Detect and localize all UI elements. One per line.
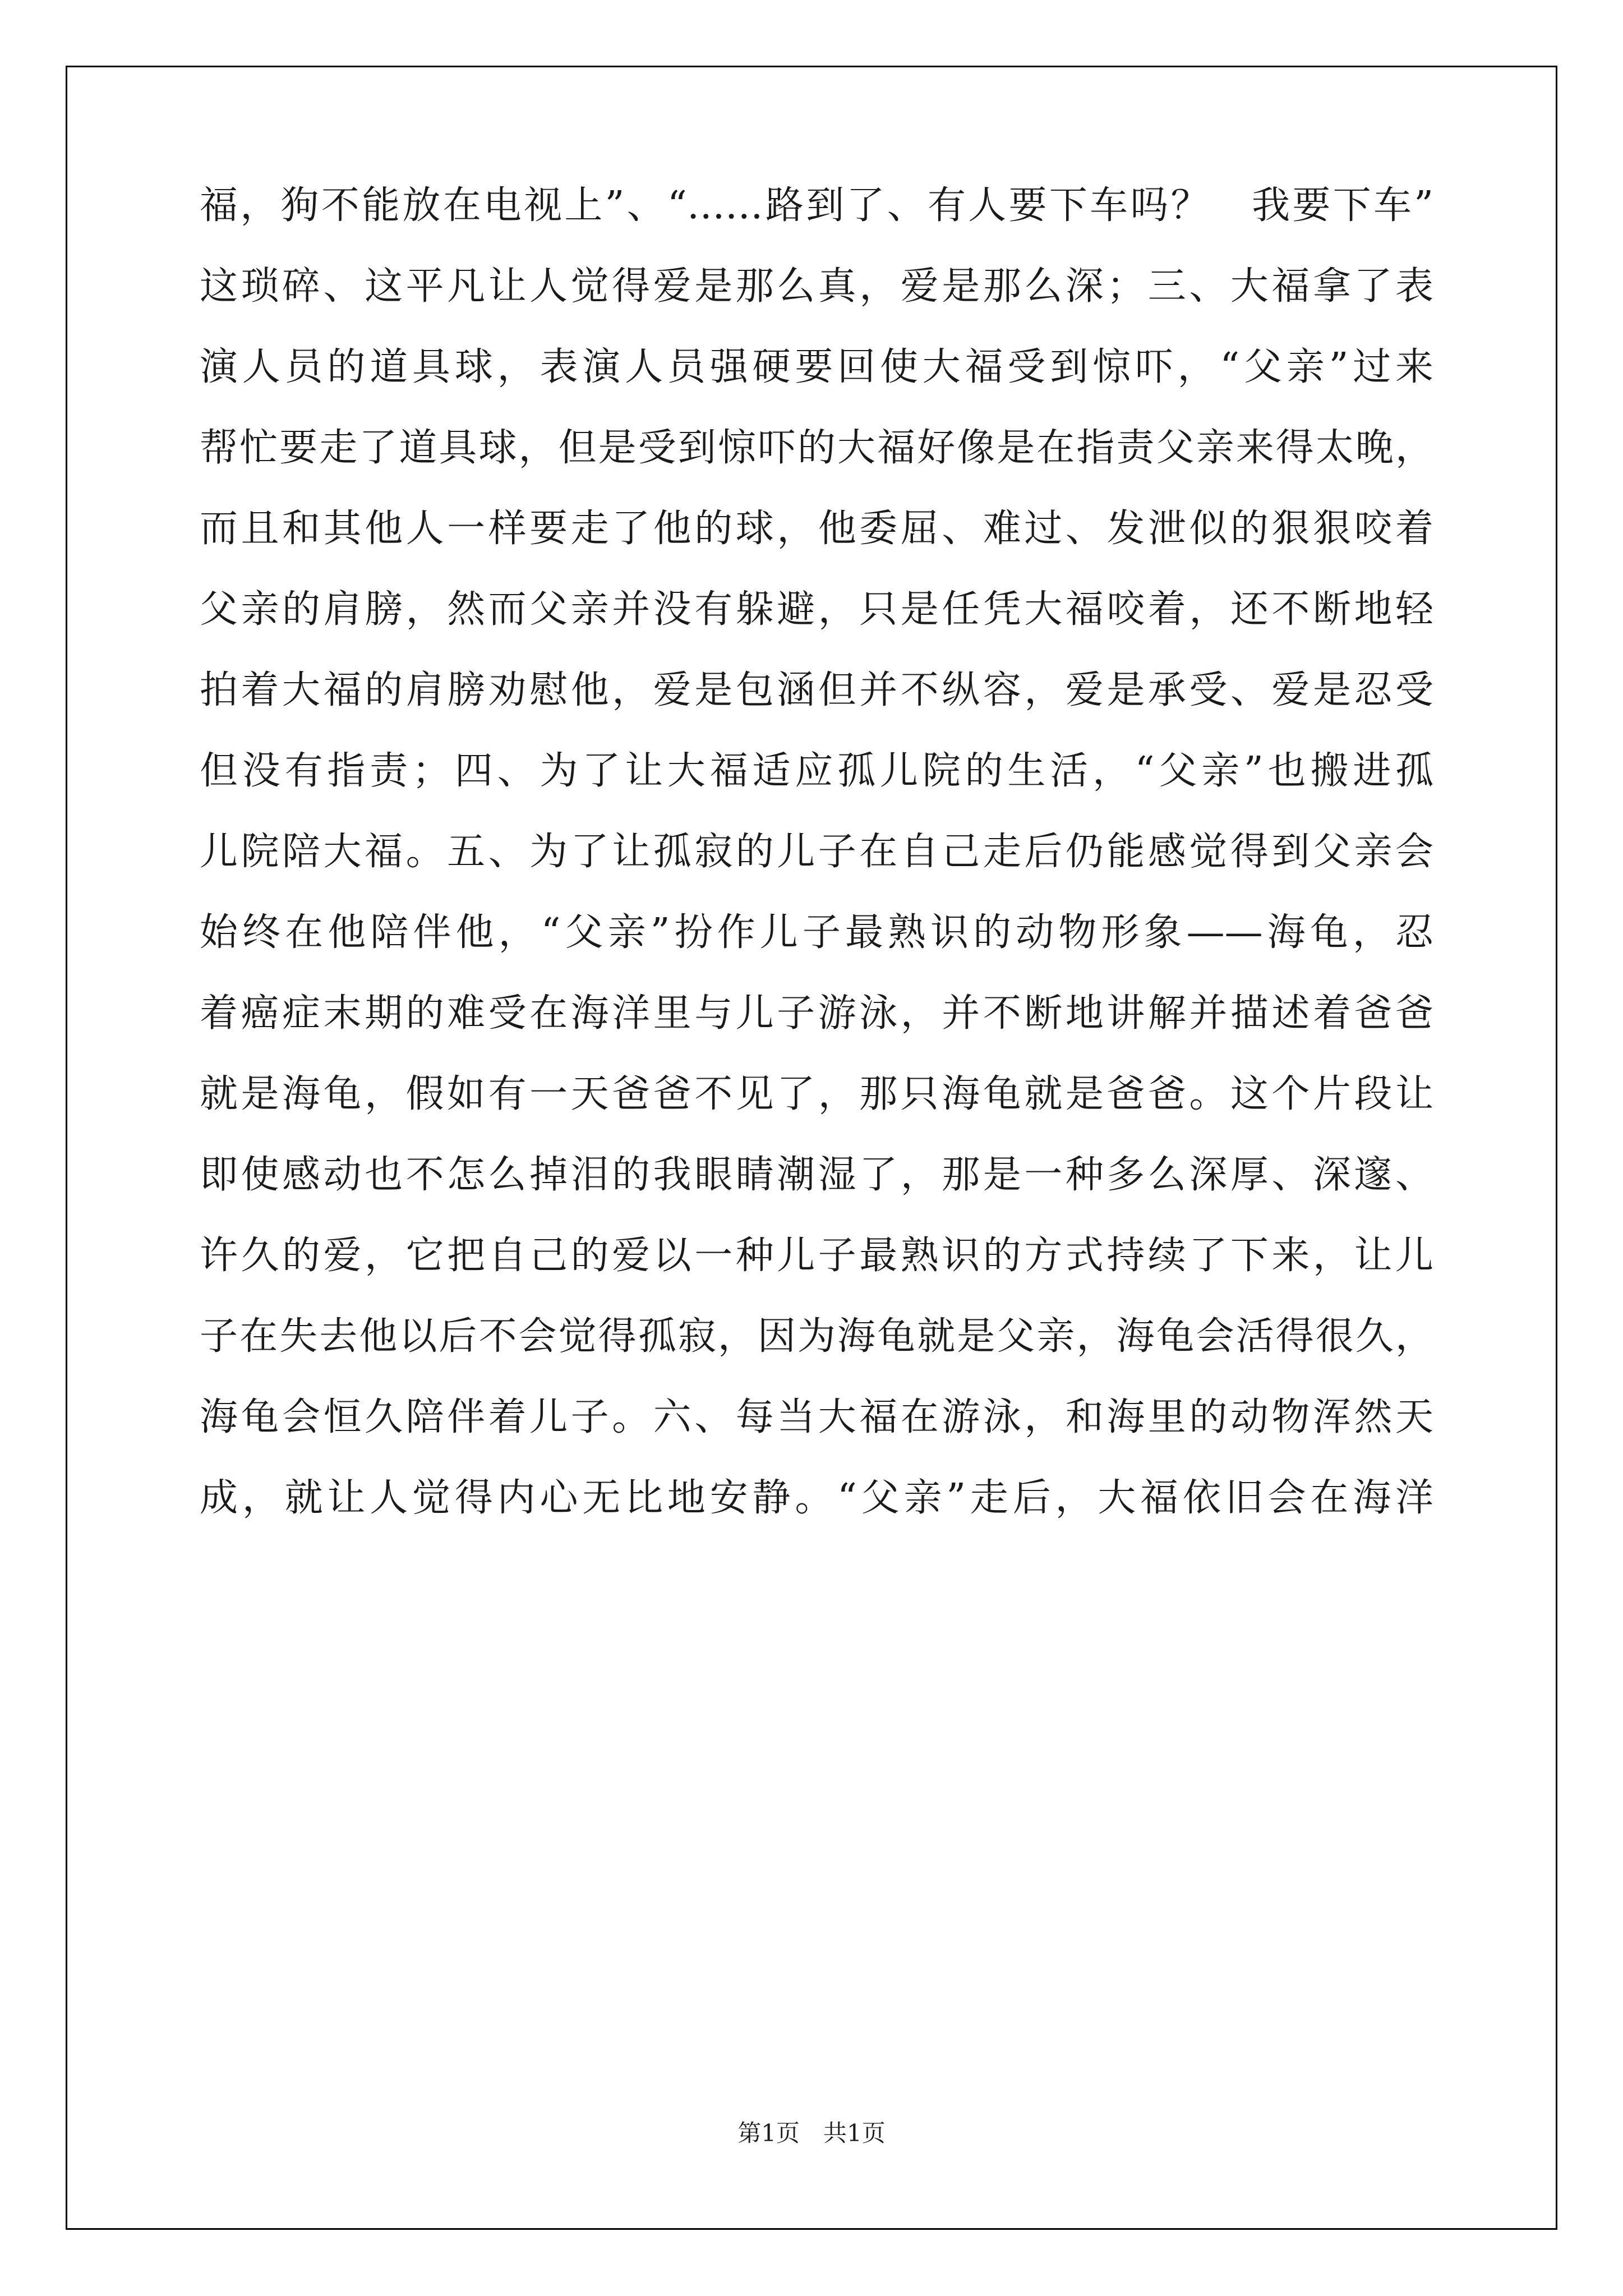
text-line-14: 许久的爱，它把自己的爱以一种儿子最熟识的方式持续了下来，让儿 bbox=[200, 1234, 1433, 1278]
text-line-15: 子在失去他以后不会觉得孤寂，因为海龟就是父亲，海龟会活得很久， bbox=[200, 1314, 1433, 1359]
body-text bbox=[200, 165, 1433, 1539]
text-line-4: 帮忙要走了道具球，但是受到惊吓的大福好像是在指责父亲来得太晚， bbox=[200, 426, 1433, 470]
text-line-1: 福，狗不能放在电视上”、“……路到了、有人要下车吗？ 我要下车” bbox=[200, 183, 1433, 228]
text-line-2: 这琐碎、这平凡让人觉得爱是那么真，爱是那么深；三、大福拿了表 bbox=[200, 264, 1433, 309]
text-line-17: 成，就让人觉得内心无比地安静。“父亲”走后，大福依旧会在海洋 bbox=[200, 1476, 1433, 1520]
text-line-9: 儿院陪大福。五、为了让孤寂的儿子在自己走后仍能感觉得到父亲会 bbox=[200, 830, 1433, 874]
text-line-13: 即使感动也不怎么掉泪的我眼睛潮湿了，那是一种多么深厚、深邃、 bbox=[200, 1153, 1433, 1197]
text-line-8: 但没有指责；四、为了让大福适应孤儿院的生活，“父亲”也搬进孤 bbox=[200, 749, 1433, 793]
text-line-3: 演人员的道具球，表演人员强硬要回使大福受到惊吓，“父亲”过来 bbox=[200, 345, 1433, 389]
text-line-11: 着癌症末期的难受在海洋里与儿子游泳，并不断地讲解并描述着爸爸 bbox=[200, 991, 1433, 1036]
text-line-6: 父亲的肩膀，然而父亲并没有躲避，只是任凭大福咬着，还不断地轻 bbox=[200, 587, 1433, 632]
text-line-16: 海龟会恒久陪伴着儿子。六、每当大福在游泳，和海里的动物浑然天 bbox=[200, 1395, 1433, 1439]
text-line-10: 始终在他陪伴他，“父亲”扮作儿子最熟识的动物形象——海龟，忍 bbox=[200, 910, 1433, 955]
text-line-12: 就是海龟，假如有一天爸爸不见了，那只海龟就是爸爸。这个片段让 bbox=[200, 1072, 1433, 1116]
text-line-7: 拍着大福的肩膀劝慰他，爱是包涵但并不纵容，爱是承受、爱是忍受 bbox=[200, 668, 1433, 712]
text-line-5: 而且和其他人一样要走了他的球，他委屈、难过、发泄似的狠狠咬着 bbox=[200, 507, 1433, 551]
page-number-footer: 第1页 共1页 bbox=[737, 2119, 886, 2147]
